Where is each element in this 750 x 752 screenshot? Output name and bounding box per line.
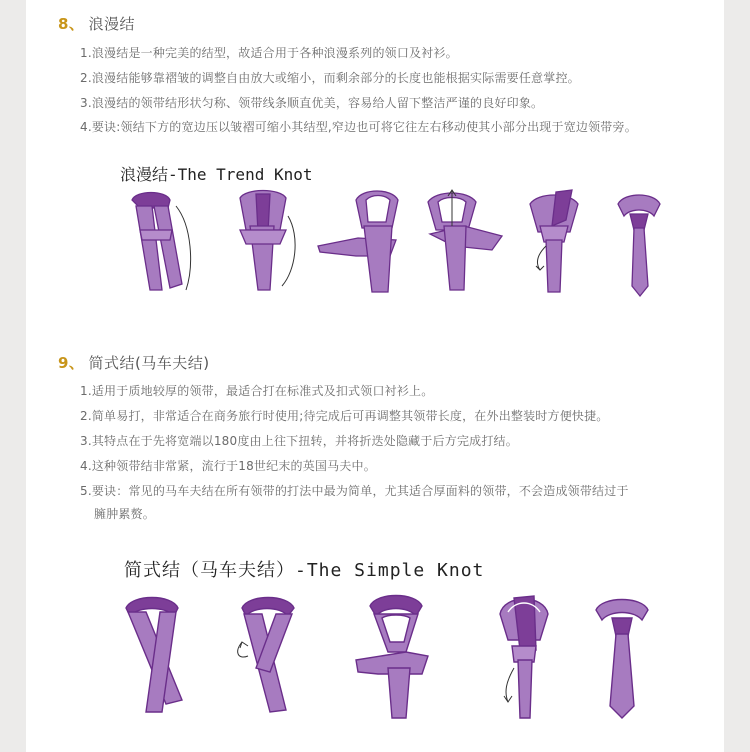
section-9-item-5: 5.要诀：常见的马车夫结在所有领带的打法中最为简单，尤其适合厚面料的领带，不会造成领带结过于 <box>80 484 629 498</box>
section-9-title: 简式结(马车夫结) <box>88 354 210 372</box>
simple-knot-figure-title: 简式结（马车夫结）-The Simple Knot <box>124 560 485 581</box>
section-8-heading <box>58 13 135 34</box>
section-9-item-2: 2.简单易打，非常适合在商务旅行时使用;待完成后可再调整其领带长度，在外出整装时方便快捷。 <box>80 409 609 423</box>
trend-knot-steps-illustration <box>110 186 670 302</box>
section-9-item-4: 4.这种领带结非常紧，流行于18世纪末的英国马夫中。 <box>80 459 376 473</box>
trend-knot-step-2 <box>240 191 286 291</box>
section-9-item-5-continued: 臃肿累赘。 <box>94 507 156 521</box>
trend-knot-step-6 <box>618 195 660 296</box>
section-8-item-2: 2.浪漫结能够靠褶皱的调整自由放大或缩小，而剩余部分的长度也能根据实际需要任意掌控。 <box>80 71 580 85</box>
section-8-number: 8、 <box>58 15 85 33</box>
simple-knot-step-1 <box>126 598 182 713</box>
section-8-title: 浪漫结 <box>88 15 135 33</box>
trend-knot-figure-title: 浪漫结-The Trend Knot <box>120 165 313 184</box>
simple-knot-steps-illustration <box>116 588 676 728</box>
article-page <box>26 0 724 752</box>
trend-knot-step-5 <box>530 190 578 292</box>
section-9-heading <box>58 352 210 373</box>
section-9-number: 9、 <box>58 354 85 372</box>
section-8-item-4: 4.要诀:领结下方的宽边压以皱褶可缩小其结型,窄边也可将它往左右移动使其小部分出现于宽边领带旁。 <box>80 120 637 134</box>
section-8-item-1: 1.浪漫结是一种完美的结型，故适合用于各种浪漫系列的领口及衬衫。 <box>80 46 458 60</box>
trend-knot-step-1 <box>132 193 182 291</box>
simple-knot-step-2 <box>242 598 294 713</box>
simple-knot-step-3 <box>356 596 428 719</box>
section-9-item-3: 3.其特点在于先将宽端以180度由上往下扭转，并将折迭处隐藏于后方完成打结。 <box>80 434 518 448</box>
trend-knot-step-4 <box>428 193 502 290</box>
section-8-item-3: 3.浪漫结的领带结形状匀称、领带线条顺直优美，容易给人留下整洁严谨的良好印象。 <box>80 96 544 110</box>
simple-knot-step-5 <box>596 600 648 719</box>
section-9-item-1: 1.适用于质地较厚的领带，最适合打在标准式及扣式领口衬衫上。 <box>80 384 434 398</box>
trend-knot-step-3 <box>318 191 398 292</box>
